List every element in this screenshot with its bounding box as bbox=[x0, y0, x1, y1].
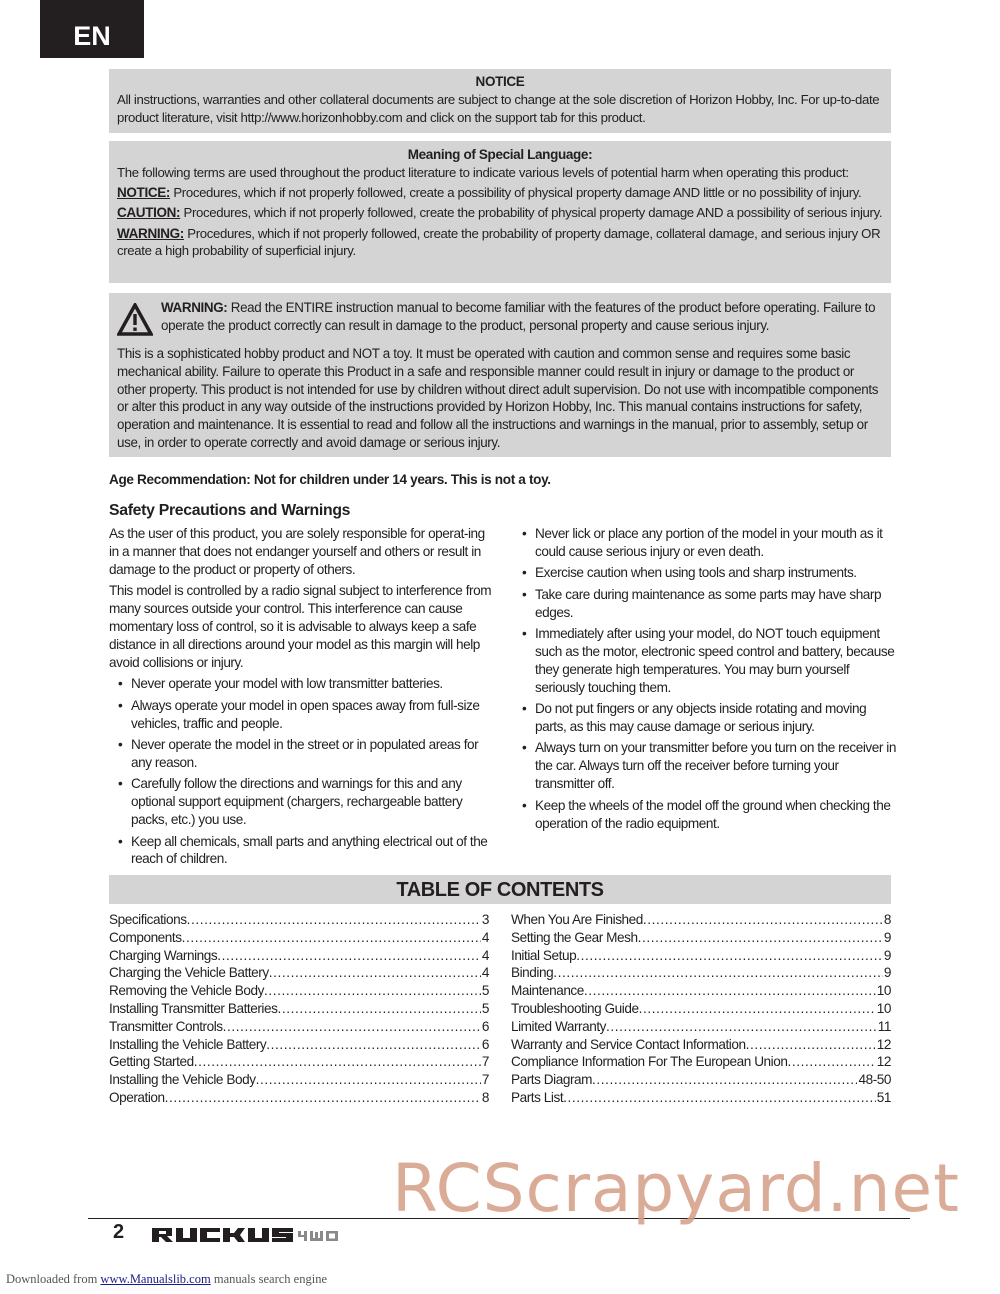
toc-leader bbox=[269, 964, 481, 982]
toc-entry[interactable] bbox=[511, 1089, 891, 1107]
ruckus-wordmark bbox=[152, 1228, 293, 1242]
toc-entry-label: Parts List bbox=[511, 1089, 564, 1105]
toc-title: TABLE OF CONTENTS bbox=[109, 875, 891, 904]
toc-entry-label: Limited Warranty bbox=[511, 1018, 607, 1034]
toc-entry-page: 9 bbox=[883, 929, 891, 945]
safety-right-column bbox=[513, 525, 898, 836]
warning-lead bbox=[161, 299, 883, 334]
bullet-icon: • bbox=[522, 565, 527, 581]
toc-leader bbox=[256, 1071, 481, 1089]
term-text: Procedures, which if not properly followed, create the probability of property damage, collateral damage, and serious injury OR create a high probability of superficial injury. bbox=[117, 225, 881, 259]
term-notice bbox=[117, 184, 883, 202]
bullet-text: Do not put fingers or any objects inside rotating and moving parts, as this may cause damage or serious injury. bbox=[535, 701, 867, 735]
toc-leader bbox=[787, 1053, 875, 1071]
toc-entry-label: Removing the Vehicle Body bbox=[109, 983, 264, 999]
list-item bbox=[513, 625, 898, 697]
watermark: RCScrapyard.net bbox=[392, 1150, 960, 1227]
special-language-box bbox=[109, 141, 891, 283]
toc-leader bbox=[576, 947, 883, 965]
age-recommendation: Age Recommendation: Not for children under 14 years. This is not a toy. bbox=[109, 472, 551, 487]
warning-box bbox=[109, 293, 891, 457]
warning-header bbox=[117, 299, 883, 337]
term-label: NOTICE: bbox=[117, 185, 171, 201]
list-item bbox=[513, 564, 898, 582]
toc-entry-label: Installing the Vehicle Battery bbox=[109, 1036, 267, 1052]
toc-entry[interactable] bbox=[511, 1018, 891, 1036]
toc-entry[interactable] bbox=[511, 1053, 891, 1071]
toc-entry[interactable] bbox=[511, 929, 891, 947]
list-item bbox=[109, 833, 494, 869]
4wd-mark bbox=[298, 1231, 338, 1241]
bullet-icon: • bbox=[118, 676, 123, 692]
toc-entry[interactable] bbox=[109, 964, 489, 982]
toc-entry[interactable] bbox=[109, 1089, 489, 1107]
bullet-text: Exercise caution when using tools and sharp instruments. bbox=[535, 565, 857, 581]
toc-entry-label: Charging the Vehicle Battery bbox=[109, 965, 269, 981]
toc-leader bbox=[194, 1053, 481, 1071]
toc-leader bbox=[553, 964, 883, 982]
toc-entry[interactable] bbox=[511, 964, 891, 982]
warning-label: WARNING: bbox=[161, 300, 228, 315]
toc-entry-label: Installing the Vehicle Body bbox=[109, 1072, 256, 1088]
list-item bbox=[513, 739, 898, 793]
bullet-icon: • bbox=[118, 736, 123, 752]
bullet-icon: • bbox=[522, 701, 527, 717]
toc-entry[interactable] bbox=[109, 1053, 489, 1071]
bullet-text: Take care during maintenance as some parts may have sharp edges. bbox=[535, 586, 882, 620]
list-item bbox=[513, 700, 898, 736]
warning-lead-text: Read the ENTIRE instruction manual to become familiar with the features of the product before operating. Failure to operate the product correctly can result in damage to the product, personal property and cause serious injury. bbox=[161, 300, 876, 333]
term-label: WARNING: bbox=[117, 225, 184, 241]
notice-body: All instructions, warranties and other collateral documents are subject to change at the sole discretion of Horizon Hobby, Inc. For up-to-date product literature, visit http://www.horizonhobby.com and click on the support tab for this product. bbox=[117, 91, 880, 125]
download-prefix: Downloaded from bbox=[6, 1272, 101, 1286]
bullet-icon: • bbox=[522, 526, 527, 541]
toc-entry[interactable] bbox=[511, 982, 891, 1000]
toc-leader bbox=[746, 1036, 876, 1054]
toc-leader bbox=[165, 1089, 481, 1107]
bullet-text: Always turn on your transmitter before you turn on the receiver in the car. Always turn off the receiver before turning your transmitter off. bbox=[535, 740, 896, 792]
toc-entry-label: Getting Started bbox=[109, 1054, 194, 1070]
special-language-intro: The following terms are used throughout the product literature to indicate various levels of potential harm when operating this product: bbox=[117, 164, 849, 180]
toc-entry-label: When You Are Finished bbox=[511, 912, 643, 927]
toc-leader bbox=[223, 1018, 481, 1036]
toc-entry-page: 4 bbox=[481, 929, 489, 945]
toc-entry-page: 12 bbox=[876, 1036, 891, 1052]
toc-entry-page: 9 bbox=[883, 965, 891, 981]
bullet-icon: • bbox=[522, 626, 527, 642]
toc-entry-label: Warranty and Service Contact Information bbox=[511, 1036, 746, 1052]
toc-entry[interactable] bbox=[511, 1000, 891, 1018]
toc-entry[interactable] bbox=[109, 1071, 489, 1089]
bullet-icon: • bbox=[118, 697, 123, 713]
toc-entry-page: 3 bbox=[481, 912, 489, 927]
safety-paragraph: This model is controlled by a radio signal subject to interference from many sources outside your control. This interference can cause momentary loss of control, so it is advisable to always keep a safe distance in all directions around your model as this margin will help avoid collisions or injury. bbox=[109, 583, 492, 670]
toc-entry[interactable] bbox=[109, 911, 489, 929]
notice-title: NOTICE bbox=[475, 74, 525, 89]
page-number: 2 bbox=[113, 1221, 125, 1243]
term-warning bbox=[117, 225, 883, 261]
toc-entry-page: 10 bbox=[876, 983, 891, 999]
bullet-icon: • bbox=[522, 740, 527, 756]
safety-bullet-list-right bbox=[513, 525, 898, 833]
toc-entry-page: 7 bbox=[481, 1054, 489, 1070]
list-item bbox=[109, 675, 494, 693]
toc-leader bbox=[606, 1018, 877, 1036]
toc-entry[interactable] bbox=[511, 911, 891, 929]
toc-leader bbox=[187, 911, 481, 929]
toc-entry-label: Setting the Gear Mesh bbox=[511, 929, 638, 945]
toc-entry-page: 5 bbox=[481, 983, 489, 999]
toc-entry-label: Operation bbox=[109, 1089, 165, 1105]
term-text: Procedures, which if not properly followed, create the probability of physical property damage AND a possibility of serious injury. bbox=[180, 205, 883, 221]
toc-entry-label: Parts Diagram bbox=[511, 1072, 593, 1088]
toc-entry-page: 11 bbox=[877, 1018, 891, 1034]
language-tab bbox=[40, 0, 144, 58]
toc-leader bbox=[217, 947, 481, 965]
bullet-icon: • bbox=[118, 776, 123, 792]
toc-entry-page: 48-50 bbox=[858, 1072, 891, 1088]
list-item bbox=[109, 775, 494, 829]
toc-leader bbox=[277, 1000, 480, 1018]
safety-title: Safety Precautions and Warnings bbox=[109, 502, 351, 519]
toc-entry-page: 7 bbox=[481, 1072, 489, 1088]
toc-entry-label: Compliance Information For The European Union bbox=[511, 1054, 788, 1070]
toc-leader bbox=[638, 929, 883, 947]
list-item bbox=[513, 525, 898, 561]
bullet-icon: • bbox=[522, 797, 527, 813]
toc-entry[interactable] bbox=[109, 1000, 489, 1018]
toc-entry[interactable] bbox=[109, 947, 489, 965]
toc-leader bbox=[264, 982, 481, 1000]
toc-entry[interactable] bbox=[109, 929, 489, 947]
toc-entry-label: Specifications bbox=[109, 912, 187, 927]
toc-entry-page: 4 bbox=[481, 947, 489, 963]
download-credit bbox=[6, 1272, 327, 1287]
toc-entry-page: 4 bbox=[481, 965, 489, 981]
toc-entry-label: Initial Setup bbox=[511, 947, 577, 963]
toc-entry-page: 6 bbox=[481, 1018, 489, 1034]
special-language-title: Meaning of Special Language: bbox=[407, 147, 593, 162]
toc-leader bbox=[563, 1089, 876, 1107]
term-text: Procedures, which if not properly followed, create a possibility of physical property damage AND little or no possibility of injury. bbox=[170, 185, 862, 201]
toc-entry[interactable] bbox=[511, 1036, 891, 1054]
toc-leader bbox=[584, 982, 876, 1000]
toc-leader bbox=[643, 911, 883, 929]
bullet-text: Carefully follow the directions and warnings for this and any optional support equipment (chargers, rechargeable battery packs, etc.) you use. bbox=[131, 776, 463, 828]
toc-entry-page: 9 bbox=[883, 947, 891, 963]
bullet-text: Never operate your model with low transmitter batteries. bbox=[131, 676, 443, 692]
toc-right-column bbox=[511, 911, 891, 1107]
bullet-text: Immediately after using your model, do NOT touch equipment such as the motor, electronic speed control and battery, because they generate high temperatures. You may burn yourself seriously touching them. bbox=[535, 626, 895, 695]
toc-entry-page: 6 bbox=[481, 1036, 489, 1052]
toc-entry[interactable] bbox=[109, 1018, 489, 1036]
term-label: CAUTION: bbox=[117, 205, 181, 221]
list-item bbox=[109, 697, 494, 733]
toc-entry-page: 5 bbox=[481, 1000, 489, 1016]
toc-entry-label: Components bbox=[109, 929, 182, 945]
warning-triangle-icon bbox=[117, 303, 153, 337]
bullet-text: Never operate the model in the street or in populated areas for any reason. bbox=[131, 736, 479, 770]
toc-entry-label: Binding bbox=[511, 965, 554, 981]
bullet-text: Always operate your model in open spaces away from full-size vehicles, traffic and people. bbox=[131, 697, 480, 731]
safety-left-column bbox=[109, 525, 494, 872]
bullet-text: Never lick or place any portion of the model in your mouth as it could cause serious injury or even death. bbox=[535, 526, 883, 559]
toc-entry-label: Transmitter Controls bbox=[109, 1018, 223, 1034]
language-label: EN bbox=[73, 21, 111, 51]
download-suffix: manuals search engine bbox=[210, 1272, 327, 1286]
toc-entry-page: 8 bbox=[481, 1089, 489, 1105]
toc-entry-label: Installing Transmitter Batteries bbox=[109, 1000, 278, 1016]
safety-paragraph: As the user of this product, you are solely responsible for operat-ing in a manner that does not endanger yourself and others or result in damage to the product or property of others. bbox=[109, 526, 485, 577]
toc-entry[interactable] bbox=[511, 1071, 891, 1089]
bullet-icon: • bbox=[522, 586, 527, 602]
toc-entry-label: Troubleshooting Guide bbox=[511, 1000, 639, 1016]
toc-entry-page: 8 bbox=[883, 912, 891, 927]
safety-bullet-list-left bbox=[109, 675, 494, 868]
bullet-text: Keep all chemicals, small parts and anything electrical out of the reach of children. bbox=[131, 833, 488, 867]
toc-leader bbox=[592, 1071, 857, 1089]
manualslib-link[interactable]: www.Manualslib.com bbox=[100, 1272, 211, 1286]
toc-entry-page: 10 bbox=[876, 1000, 891, 1016]
toc-leader bbox=[182, 929, 481, 947]
toc-entry[interactable] bbox=[109, 982, 489, 1000]
toc-entry-page: 12 bbox=[876, 1054, 891, 1070]
list-item bbox=[109, 736, 494, 772]
toc-leader bbox=[639, 1000, 876, 1018]
warning-body: This is a sophisticated hobby product and NOT a toy. It must be operated with caution and common sense and requires some basic mechanical ability. Failure to operate this Product in a safe and responsible manner could result in injury or damage to the product or other property. This product is not intended for use by children without direct adult supervision. Do not use with incompatible components or alter this product in any way outside of the instructions provided by Horizon Hobby, Inc. This manual contains instructions for safety, operation and maintenance. It is essential to read and follow all the instructions and warnings in the manual, prior to assembly, setup or use, in order to operate correctly and avoid damage or serious injury. bbox=[117, 346, 879, 450]
ruckus-4wd-logo bbox=[152, 1227, 367, 1243]
list-item bbox=[513, 586, 898, 622]
toc-left-column bbox=[109, 911, 489, 1107]
toc-entry[interactable] bbox=[511, 947, 891, 965]
list-item bbox=[513, 797, 898, 833]
toc-entry-page: 51 bbox=[876, 1089, 891, 1105]
bullet-text: Keep the wheels of the model off the ground when checking the operation of the radio equipment. bbox=[535, 797, 891, 831]
toc-entry-label: Charging Warnings bbox=[109, 947, 218, 963]
bullet-icon: • bbox=[118, 833, 123, 849]
toc-leader bbox=[266, 1036, 481, 1054]
toc-entry[interactable] bbox=[109, 1036, 489, 1054]
notice-box bbox=[109, 69, 891, 133]
toc-entry-label: Maintenance bbox=[511, 983, 584, 999]
term-caution bbox=[117, 204, 883, 222]
